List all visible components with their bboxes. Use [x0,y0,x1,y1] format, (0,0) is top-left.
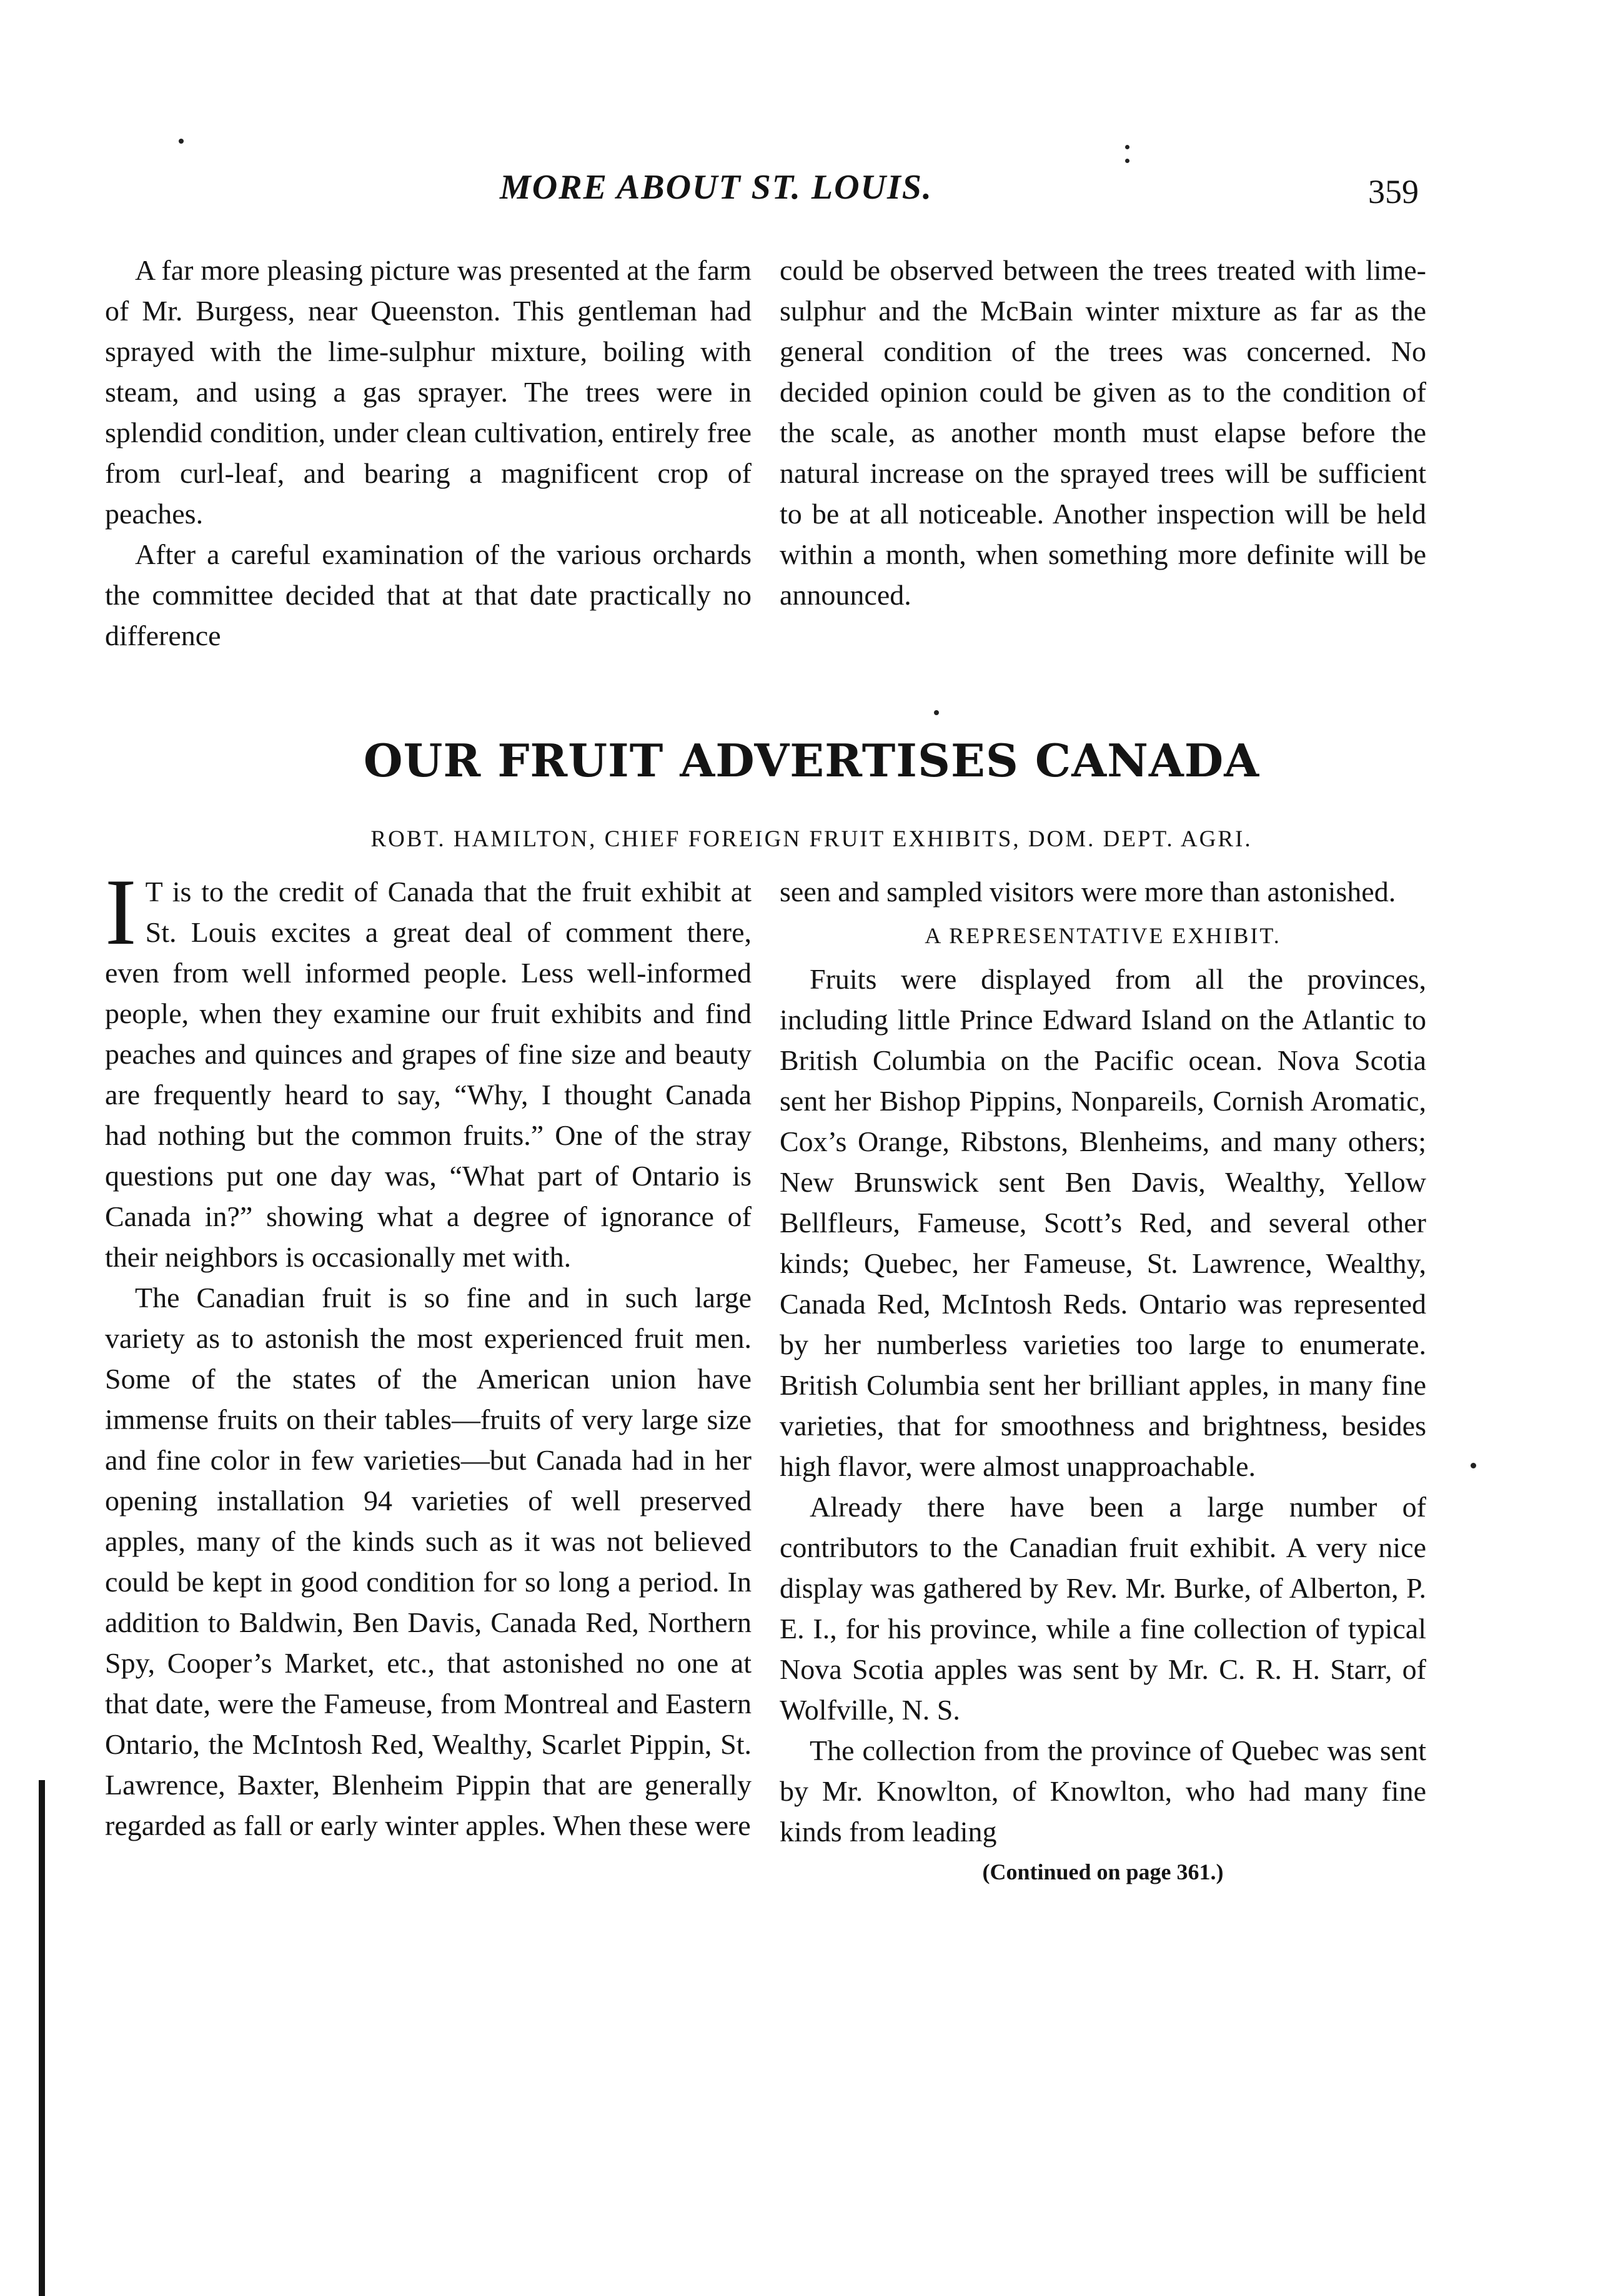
section-subhead: A REPRESENTATIVE EXHIBIT. [925,923,1281,948]
article-left-column [105,859,752,1846]
print-speck [1125,145,1129,149]
paragraph: Already there have been a large number of contributors to the Canadian fruit exhibit. A very nice display was gathered by Rev. Mr. Burke, of Alberton, P. E. I., for his province, while a fine collection of typical Nova Scotia apples was sent by Mr. C. R. H. Starr, of Wolfville, N. S. [780,1491,1426,1726]
print-speck [1125,159,1129,163]
continued-note[interactable]: (Continued on page 361.) [982,1859,1224,1884]
paragraph: seen and sampled visitors were more than astonished. [780,876,1396,908]
print-speck [179,139,184,144]
drop-cap: I [105,859,137,964]
previous-article-left-column [105,250,752,656]
running-title: MORE ABOUT ST. LOUIS. [500,168,933,207]
paragraph: The Canadian fruit is so fine and in such large variety as to astonish the most experienced fruit men. Some of the states of the American union have immense fruits on their tables—fruits of very large size and fine color in few varieties—but Canada had in her opening installation 94 varieties of well preserved apples, many of the kinds such as it was not believed could be kept in good condition for so long a period. In addition to Baldwin, Ben Davis, Canada Red, Northern Spy, Cooper’s Market, etc., that astonished no one at that date, were the Fameuse, from Montreal and Eastern Ontario, the McIntosh Red, Wealthy, Scarlet Pippin, St. Lawrence, Baxter, Blenheim Pippin that are generally regarded as fall or early winter apples. When these were [105,1282,752,1841]
previous-article-right-column [780,250,1426,615]
paragraph: After a careful examination of the various orchards the committee decided that at that date practically no difference [105,538,752,651]
opening-text: T is to the credit of Canada that the fruit exhibit at St. Louis excites a great deal of comment there, even from well informed people. Less well-informed people, when they examine our fruit exhibits and find peaches and quinces and grapes of fine size and beauty are frequently heard to say, “Why, I thought Canada had nothing but the common fruits.” One of the stray questions put one day was, “What part of Ontario is Canada in?” showing what a degree of ignorance of their neighbors is occasionally met with. [105,876,752,1273]
article-headline: OUR FRUIT ADVERTISES CANADA [363,734,1260,787]
print-speck [1471,1463,1476,1468]
paragraph: A far more pleasing picture was presented at the farm of Mr. Burgess, near Queenston. This gentleman had sprayed with the lime-sulphur mixture, boiling with steam, and using a gas sprayer. The trees were in splendid condition, under clean cultivation, entirely free from curl-leaf, and bearing a magnificent crop of peaches. [105,254,752,530]
paragraph: Fruits were displayed from all the provinces, including little Prince Edward Island on the Atlantic to British Columbia on the Pacific ocean. Nova Scotia sent her Bishop Pippins, Nonpareils, Cornish Aromatic, Cox’s Orange, Ribstons, Blenheims, and many others; New Brunswick sent Ben Davis, Wealthy, Yellow Bellfleurs, Fameuse, Scott’s Red, and several other kinds; Quebec, her Fameuse, St. Lawrence, Wealthy, Canada Red, McIntosh Reds. Ontario was represented by her numberless varieties too large to enumerate. British Columbia sent her brilliant apples, in many fine varieties, that for smoothness and brightness, besides high flavor, were almost unapproachable. [780,963,1426,1482]
paragraph: The collection from the province of Quebec was sent by Mr. Knowlton, of Knowlton, who had many fine kinds from leading [780,1734,1426,1848]
page-number: 359 [1368,173,1419,210]
paragraph: could be observed between the trees treated with lime-sulphur and the McBain winter mixture as far as the general condition of the trees was concerned. No decided opinion could be given as to the condition of the scale, as another month must elapse before the natural increase on the sprayed trees will be sufficient to be at all noticeable. Another inspection will be held within a month, when something more definite will be announced. [780,254,1426,611]
article-right-column [780,871,1426,1893]
opening-paragraph [105,859,752,1277]
page-binding-edge [39,1780,45,2296]
print-speck [934,710,939,715]
article-byline: ROBT. HAMILTON, CHIEF FOREIGN FRUIT EXHIBITS, DOM. DEPT. AGRI. [370,826,1253,852]
running-head [0,167,1623,224]
